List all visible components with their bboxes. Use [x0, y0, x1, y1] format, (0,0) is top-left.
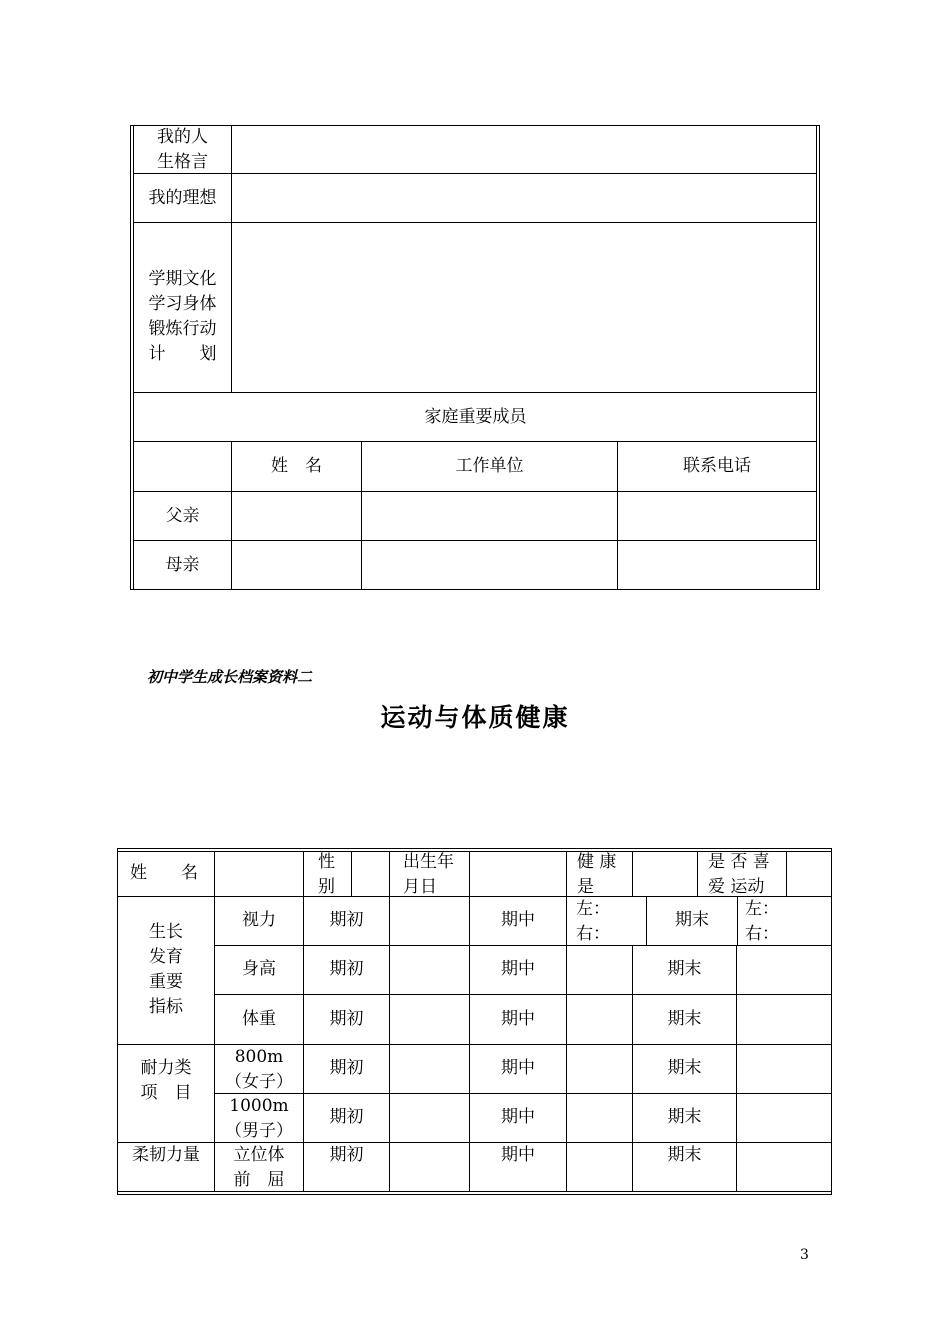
table-border — [736, 945, 737, 1192]
term-end-label: 期末 — [667, 1058, 702, 1078]
page-number: 3 — [800, 1247, 809, 1263]
column-header-phone: 联系电话 — [683, 456, 751, 476]
term-start-label: 期初 — [329, 1009, 364, 1029]
table-border — [303, 851, 304, 896]
table-border — [831, 848, 832, 1195]
vision-label: 视力 — [242, 910, 276, 930]
run-1000m-label: 1000m （男子） — [225, 1096, 293, 1141]
table-border — [389, 851, 390, 896]
flexibility-strength-label: 柔韧力量 — [132, 1145, 200, 1165]
run-800m-label: 800m （女子） — [225, 1047, 293, 1092]
table-border — [130, 589, 820, 590]
birth-date-label: 出生年 月日 — [403, 852, 454, 897]
term-end-label: 期末 — [675, 910, 709, 930]
term-start-label: 期初 — [329, 910, 364, 930]
table-border — [819, 125, 820, 590]
table-border — [786, 851, 787, 896]
motto-label: 我的人 生格言 — [157, 127, 208, 172]
table-border — [214, 1093, 831, 1094]
row-label-mother: 母亲 — [165, 555, 200, 575]
table-border — [133, 441, 817, 442]
table-border — [130, 125, 131, 590]
table-border — [566, 945, 567, 1192]
table-border — [737, 896, 738, 945]
table-border — [351, 851, 352, 896]
term-mid-label: 期中 — [501, 1107, 535, 1127]
table-border — [231, 125, 232, 393]
table-border — [117, 848, 832, 849]
table-border — [133, 173, 817, 174]
term-start-label: 期初 — [329, 1107, 364, 1127]
column-header-name: 姓 名 — [271, 456, 322, 476]
term-mid-label: 期中 — [501, 959, 535, 979]
term-start-label: 期初 — [329, 959, 364, 979]
sit-and-reach-label: 立位体 前 屈 — [233, 1145, 285, 1190]
table-border — [133, 392, 817, 393]
name-label: 姓 名 — [130, 863, 198, 883]
table-border — [130, 125, 820, 126]
gender-label: 性 别 — [318, 852, 335, 897]
table-border — [389, 896, 390, 1192]
term-start-label: 期初 — [329, 1145, 364, 1165]
vision-end-value: 左： 右： — [745, 899, 779, 944]
section-label: 初中学生成长档案资料二 — [147, 668, 313, 686]
likes-sport-label: 是 否 喜 爱 运动 — [708, 852, 770, 897]
table-border — [632, 851, 633, 896]
growth-indicators-label: 生长 发育 重要 指标 — [149, 922, 183, 1017]
table-border — [133, 540, 817, 541]
table-border — [214, 994, 831, 995]
ideal-label: 我的理想 — [148, 188, 217, 208]
term-mid-label: 期中 — [501, 1145, 535, 1165]
term-end-label: 期末 — [667, 1145, 702, 1165]
table-border — [566, 896, 567, 945]
vision-mid-value: 左： 右： — [576, 899, 610, 944]
plan-label: 学期文化 学习身体 锻炼行动 计 划 — [148, 269, 217, 364]
term-end-label: 期末 — [667, 959, 702, 979]
table-border — [566, 851, 567, 896]
table-border — [816, 125, 817, 590]
health-label: 健 康 是 — [577, 852, 617, 897]
table-border — [117, 1194, 832, 1195]
term-start-label: 期初 — [329, 1058, 364, 1078]
table-border — [133, 491, 817, 492]
term-end-label: 期末 — [667, 1009, 702, 1029]
table-border — [697, 851, 698, 896]
endurance-label: 耐力类 项 目 — [140, 1058, 192, 1103]
section-title: 运动与体质健康 — [380, 703, 570, 732]
table-border — [133, 222, 817, 223]
family-members-header: 家庭重要成员 — [424, 407, 527, 427]
term-mid-label: 期中 — [501, 1058, 535, 1078]
term-end-label: 期末 — [667, 1107, 702, 1127]
weight-label: 体重 — [242, 1009, 276, 1029]
table-border — [469, 851, 470, 896]
term-mid-label: 期中 — [501, 1009, 535, 1029]
table-border — [214, 945, 831, 946]
column-header-workplace: 工作单位 — [455, 456, 524, 476]
term-mid-label: 期中 — [501, 910, 535, 930]
height-label: 身高 — [242, 959, 276, 979]
row-label-father: 父亲 — [165, 506, 200, 526]
